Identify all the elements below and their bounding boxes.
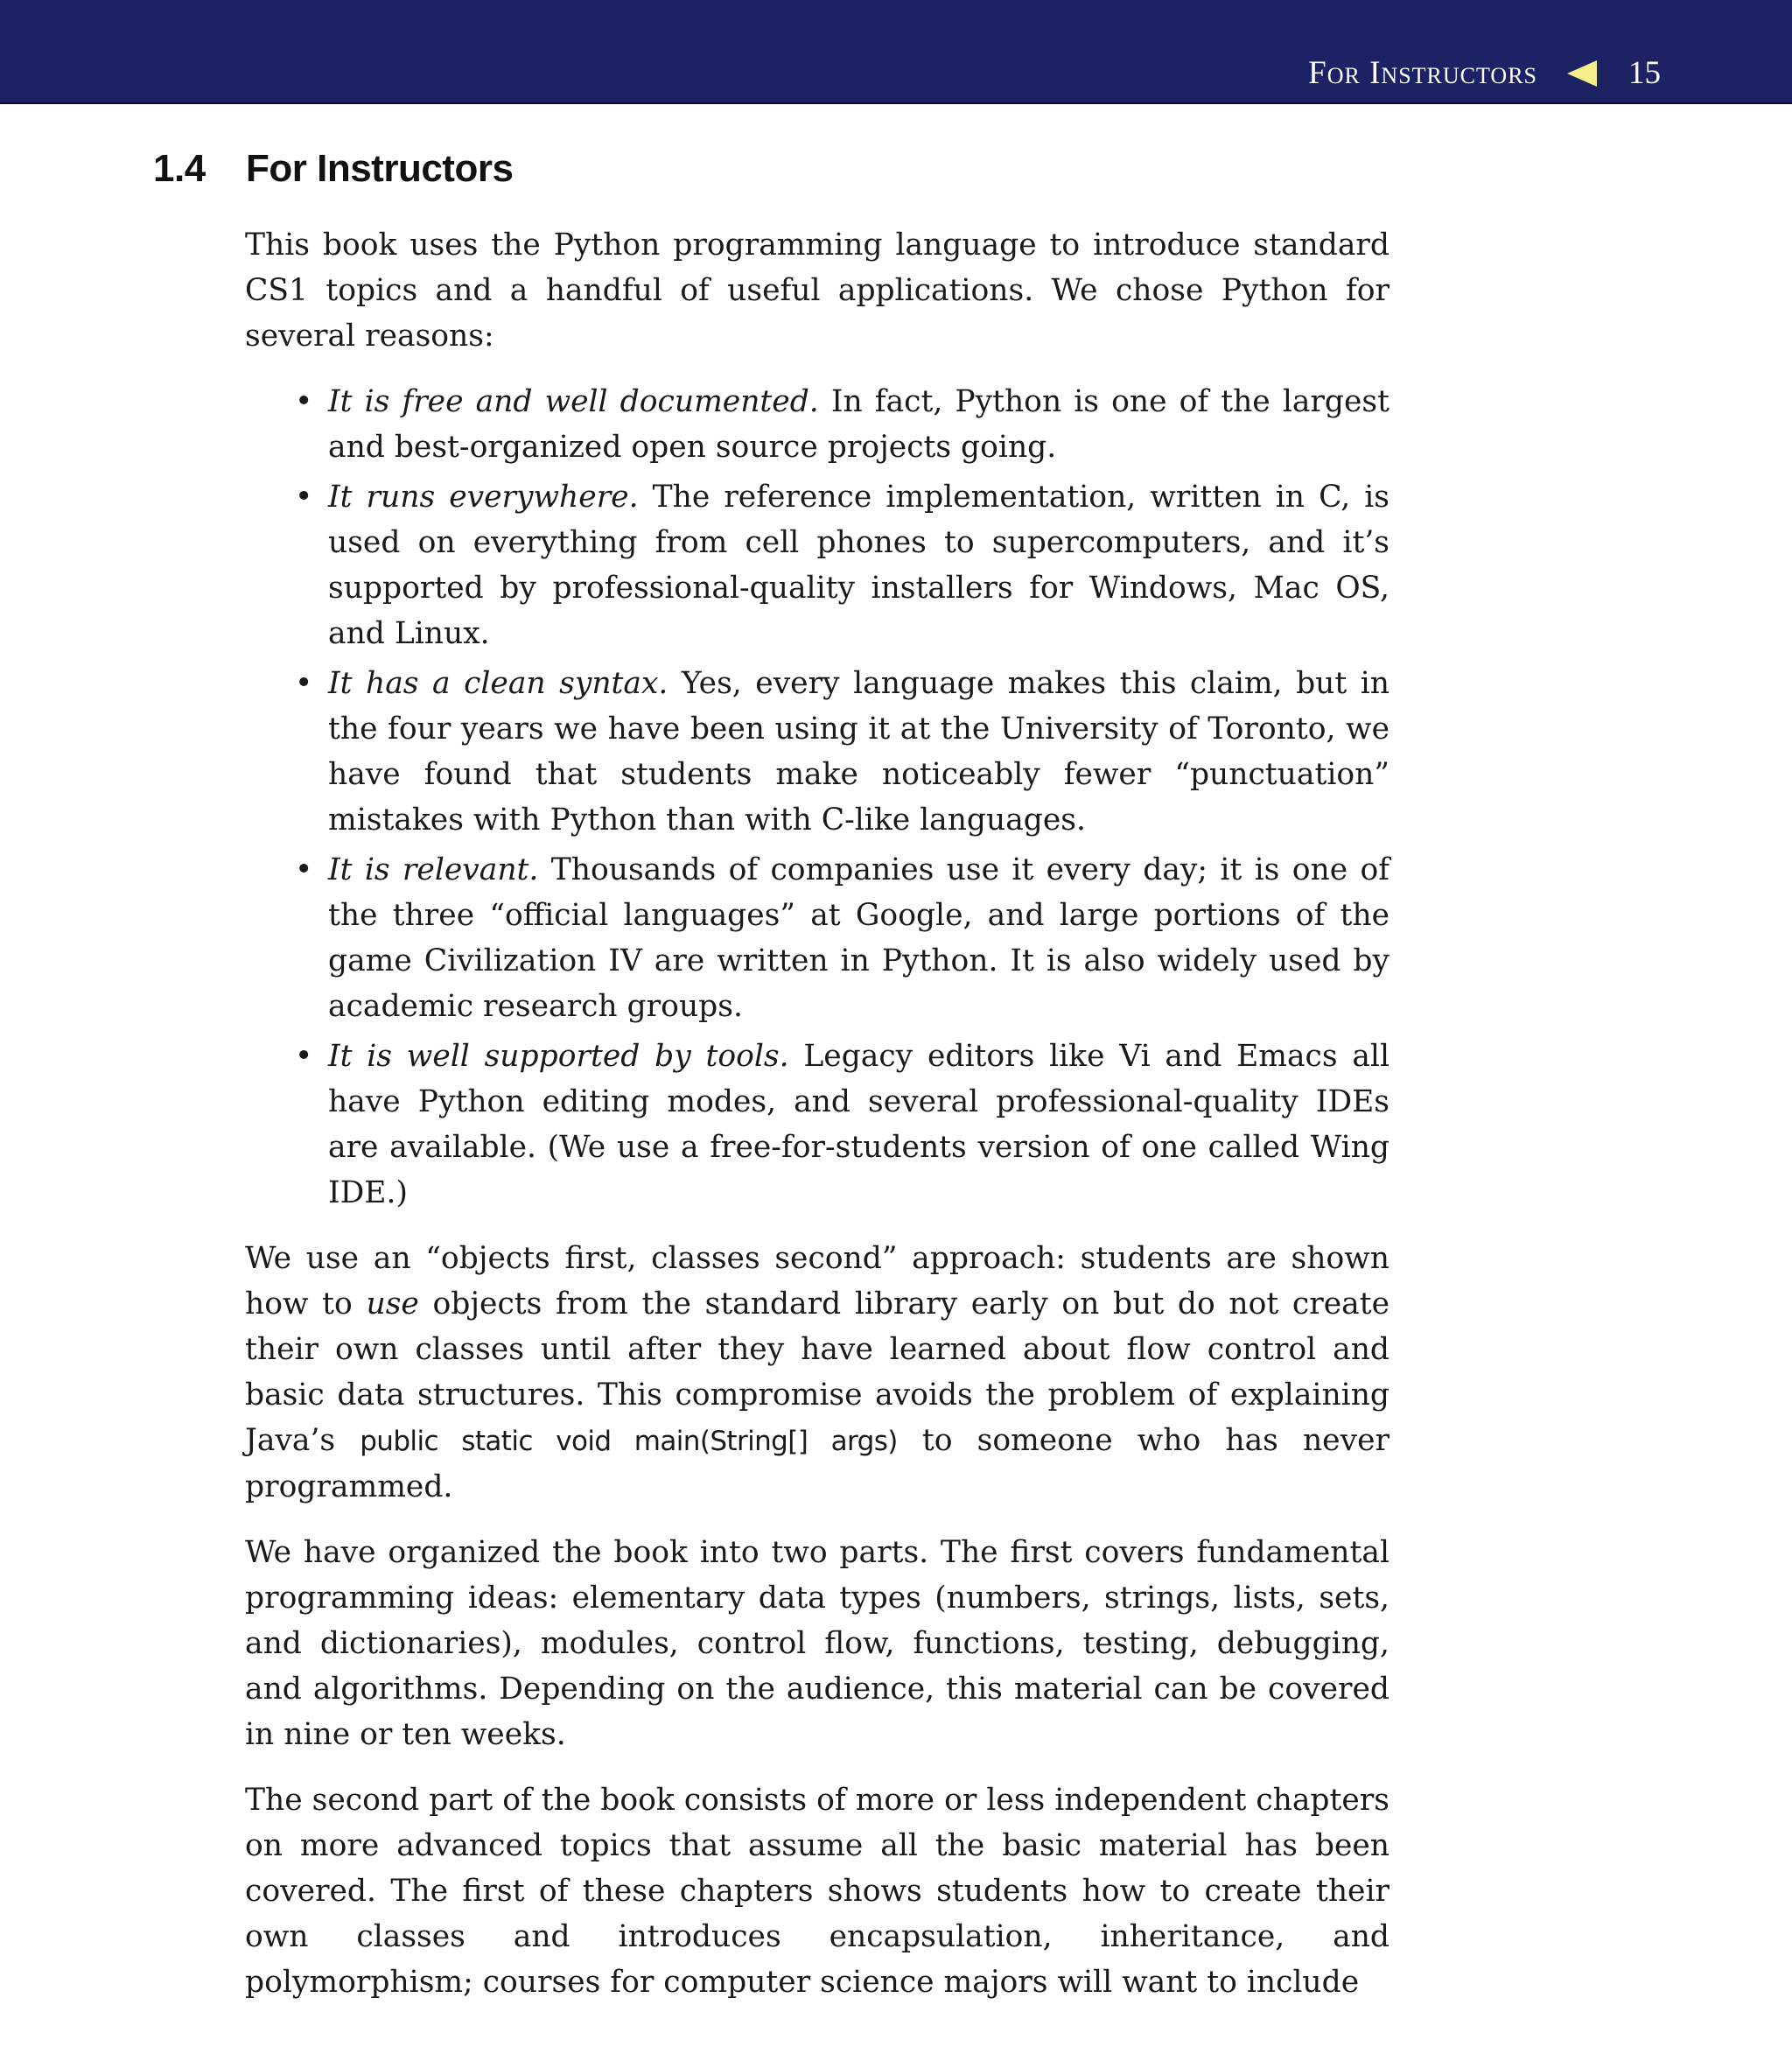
bullet-icon: • (295, 384, 313, 419)
list-item-lead: It is well supported by tools. (328, 1039, 789, 1074)
approach-emphasis: use (366, 1286, 419, 1321)
running-head (1308, 54, 1661, 92)
list-item-lead: It is free and well documented. (328, 384, 819, 419)
list-item-text: The reference implementation, written in C, is used on everything from cell phones to supercomputers, and it’s supported by professional-quality installers for Windows, Mac OS, and Linux. (328, 480, 1390, 651)
list-item-text: In fact, Python is one of the largest and best-organized open source projects going. (328, 384, 1390, 465)
body-text (245, 222, 1390, 2025)
bullet-icon: • (295, 480, 313, 515)
running-title: For Instructors (1308, 55, 1537, 91)
list-item-lead: It is relevant. (328, 852, 539, 887)
bullet-icon: • (295, 666, 313, 701)
approach-text-end: to someone who has never programmed. (245, 1423, 1390, 1504)
approach-text-start: We use an “objects first, classes second” approach: students are shown how to (245, 1241, 1390, 1321)
list-item-lead: It runs everywhere. (328, 480, 639, 515)
list-item (295, 847, 1390, 1029)
section-number: 1.4 (153, 147, 206, 190)
approach-text-middle: objects from the standard library early on but do not create their own classes until after they have learned about flow control and basic data structures. This compromise avoids the problem of explaining Java’s (245, 1286, 1390, 1458)
list-item-text: Yes, every language makes this claim, but in the four years we have been using it at the University of Toronto, we have found that students make noticeably fewer “punctuation” mistakes with Python than with C-like languages. (328, 666, 1390, 838)
header-band (0, 0, 1792, 104)
second-part-paragraph: The second part of the book consists of more or less independent chapters on more advanced topics that assume all the basic material has been covered. The first of these chapters shows students how to create their own classes and introduces encapsulation, inheritance, and polymorphism; courses for computer science majors will want to include (245, 1783, 1390, 2000)
section-heading (153, 147, 513, 191)
section-title: For Instructors (246, 147, 514, 190)
reasons-list (245, 379, 1390, 1216)
list-item-text: Thousands of companies use it every day; it is one of the three “official languages” at Google, and large portions of the game Civilization IV are written in Python. It is also widely used by academic research groups. (328, 852, 1390, 1024)
list-item (295, 379, 1390, 470)
left-arrow-icon (1567, 60, 1597, 87)
bullet-icon: • (295, 852, 313, 887)
list-item (295, 1034, 1390, 1216)
organization-paragraph: We have organized the book into two parts. The first covers fundamental programming ideas: elementary data types (numbers, strings, lists, sets, and dictionaries), modules, control flow, functions, testing, debugging, and algorithms. Depending on the audience, this material can be covered in nine or ten weeks. (245, 1535, 1390, 1752)
approach-paragraph (245, 1236, 1390, 1510)
code-snippet: public static void main(String[] args) (360, 1426, 898, 1457)
list-item (295, 661, 1390, 843)
list-item-lead: It has a clean syntax. (328, 666, 668, 701)
bullet-icon: • (295, 1039, 313, 1074)
list-item (295, 474, 1390, 656)
intro-paragraph: This book uses the Python programming language to introduce standard CS1 topics and a handful of useful applications. We chose Python for several reasons: (245, 228, 1390, 354)
list-item-text: Legacy editors like Vi and Emacs all have Python editing modes, and several professional-quality IDEs are available. (We use a free-for-students version of one called Wing IDE.) (328, 1039, 1390, 1210)
page-number: 15 (1628, 55, 1661, 91)
